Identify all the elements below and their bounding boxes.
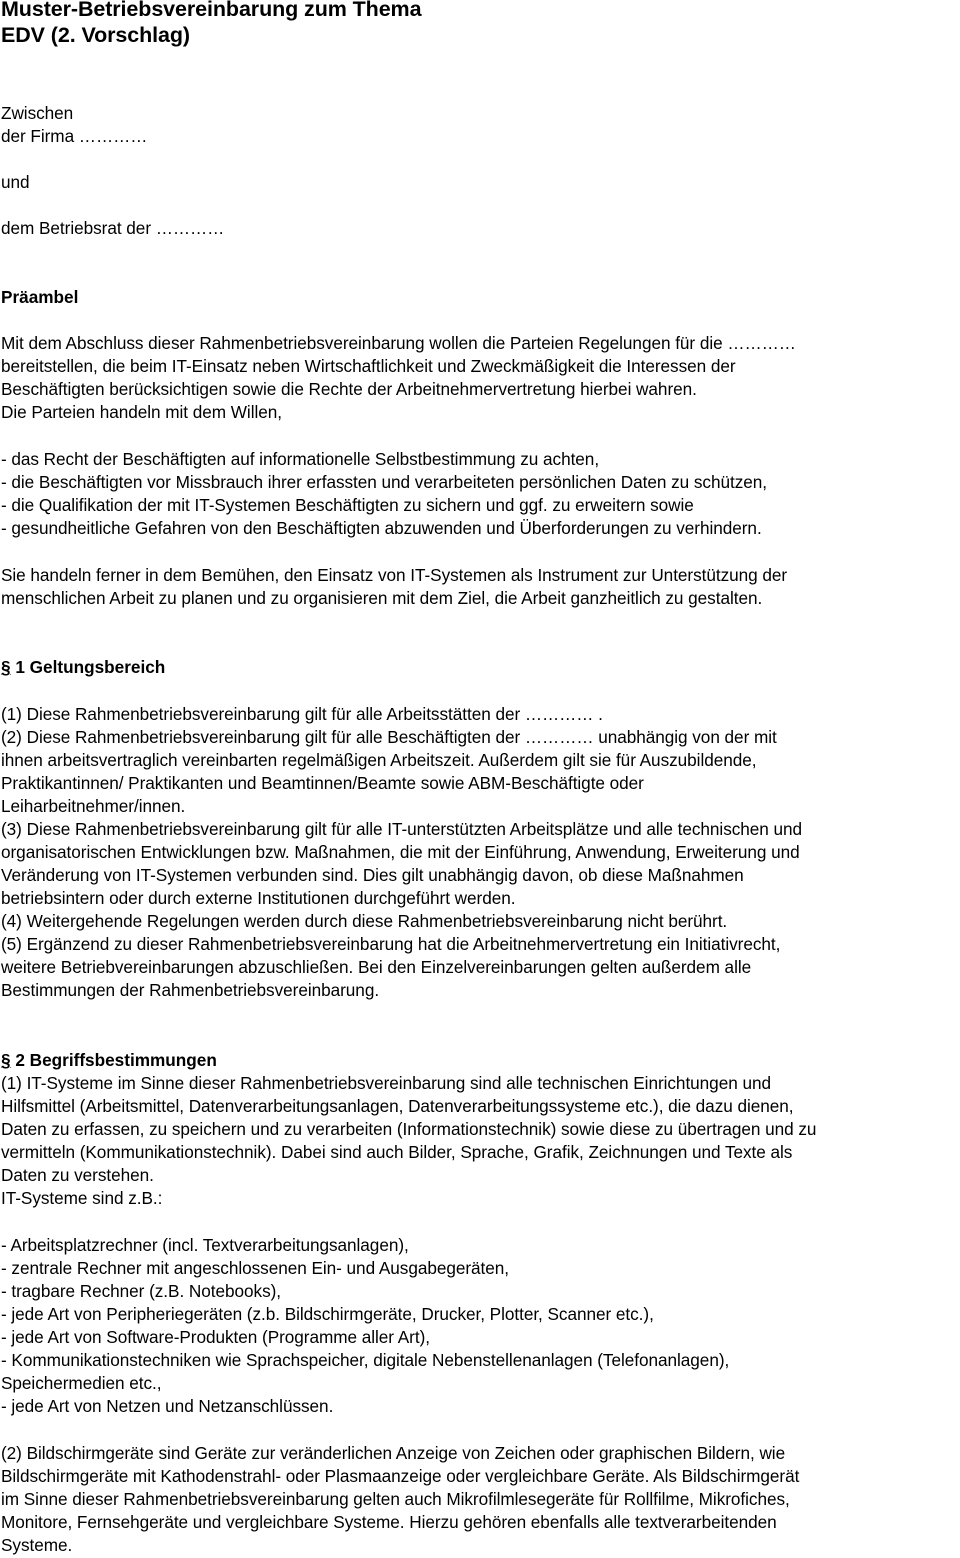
section-2-line: IT-Systeme sind z.B.: [1,1188,163,1208]
praeambel-line: bereitstellen, die beim IT-Einsatz neben Wirtschaftlichkeit und Zweckmäßigkeit die Interessen der [1,356,736,376]
section-1-line: Leiharbeitnehmer/innen. [1,796,186,816]
praeambel-closing-line: Sie handeln ferner in dem Bemühen, den Einsatz von IT-Systemen als Instrument zur Unterstützung der [1,565,788,585]
praeambel-bullet: - die Qualifikation der mit IT-Systemen Beschäftigten zu sichern und ggf. zu erweitern sowie [1,495,694,515]
section-1-heading [1,656,165,678]
section-1-line: weitere Betriebvereinbarungen abzuschließen. Bei den Einzelvereinbarungen gelten außerdem alle [1,957,752,977]
praeambel-bullet: - die Beschäftigten vor Missbrauch ihrer erfassten und verarbeiteten persönlichen Daten zu schützen, [1,472,767,492]
it-systems-list-item: - jede Art von Software-Produkten (Programme aller Art), [1,1327,430,1347]
it-systems-list-item: - jede Art von Netzen und Netzanschlüssen. [1,1396,334,1416]
section-1-line: Praktikantinnen/ Praktikanten und Beamtinnen/Beamte sowie ABM-Beschäftigte oder [1,773,644,793]
section-2-line: Daten zu verstehen. [1,1165,154,1185]
section-2-title: 2 Begriffsbestimmungen [10,1050,217,1070]
section-1-line: Veränderung von IT-Systemen verbunden sind. Dies gilt unabhängig davon, ob diese Maßnahmen [1,865,744,885]
it-systems-list-item: Speichermedien etc., [1,1373,162,1393]
section-2-para2-line: im Sinne dieser Rahmenbetriebsvereinbarung gelten auch Mikrofilmlesegeräte für Rollfilme, Mikrofiches, [1,1489,790,1509]
it-systems-list-item: - Kommunikationstechniken wie Sprachspeicher, digitale Nebenstellenanlagen (Telefonanlagen), [1,1350,730,1370]
section-2-para2-line: Monitore, Fernsehgeräte und vergleichbare Systeme. Hierzu gehören ebenfalls alle textverarbeitenden [1,1512,777,1532]
section-1-line: (1) Diese Rahmenbetriebsvereinbarung gilt für alle Arbeitsstätten der ………… . [1,704,603,724]
section-1-line: organisatorischen Entwicklungen bzw. Maßnahmen, die mit der Einführung, Anwendung, Erweiterung und [1,842,800,862]
section-1-line: ihnen arbeitsvertraglich vereinbarten regelmäßigen Arbeitszeit. Außerdem gilt sie für Auszubildende, [1,750,757,770]
parties-line: Zwischen [1,103,74,123]
praeambel-bullet: - das Recht der Beschäftigten auf informationelle Selbstbestimmung zu achten, [1,449,600,469]
it-systems-list-item: - zentrale Rechner mit angeschlossenen Ein- und Ausgabegeräten, [1,1258,510,1278]
it-systems-list-item: - Arbeitsplatzrechner (incl. Textverarbeitungsanlagen), [1,1235,409,1255]
section-2-line: (1) IT-Systeme im Sinne dieser Rahmenbetriebsvereinbarung sind alle technischen Einrichtungen und [1,1073,771,1093]
it-systems-list-item: - tragbare Rechner (z.B. Notebooks), [1,1281,282,1301]
document-title-line-2: EDV (2. Vorschlag) [1,23,190,47]
section-1-line: betriebsintern oder durch externe Institutionen durchgeführt werden. [1,888,516,908]
section-2-para2-line: Systeme. [1,1535,73,1555]
section-1-title: 1 Geltungsbereich [10,657,166,677]
praeambel-line: Mit dem Abschluss dieser Rahmenbetriebsvereinbarung wollen die Parteien Regelungen für die ………… [1,333,796,353]
praeambel-heading: Präambel [1,287,79,307]
parties-line: und [1,172,30,192]
section-2-line: Hilfsmittel (Arbeitsmittel, Datenverarbeitungsanlagen, Datenverarbeitungssysteme etc.), die dazu dienen, [1,1096,794,1116]
parties-line: der Firma ………… [1,126,148,146]
section-2-line: vermitteln (Kommunikationstechnik). Dabei sind auch Bilder, Sprache, Grafik, Zeichnungen und Texte als [1,1142,793,1162]
section-1-line: (4) Weitergehende Regelungen werden durch diese Rahmenbetriebsvereinbarung nicht berührt. [1,911,728,931]
section-1-line: (3) Diese Rahmenbetriebsvereinbarung gilt für alle IT-unterstützten Arbeitsplätze und alle technischen und [1,819,803,839]
section-2-heading [1,1049,217,1071]
it-systems-list-item: - jede Art von Peripheriegeräten (z.b. Bildschirmgeräte, Drucker, Plotter, Scanner etc.), [1,1304,654,1324]
parties-line: dem Betriebsrat der ………… [1,218,225,238]
praeambel-line: Beschäftigten berücksichtigen sowie die Rechte der Arbeitnehmervertretung hierbei wahren. [1,379,697,399]
section-1-line: (5) Ergänzend zu dieser Rahmenbetriebsvereinbarung hat die Arbeitnehmervertretung ein Initiativrecht, [1,934,781,954]
document-title-line-1: Muster-Betriebsvereinbarung zum Thema [1,0,422,21]
paragraph-symbol: § [1,1050,11,1070]
praeambel-closing-line: menschlichen Arbeit zu planen und zu organisieren mit dem Ziel, die Arbeit ganzheitlich zu gestalten. [1,588,763,608]
section-2-line: Daten zu erfassen, zu speichern und zu verarbeiten (Informationstechnik) sowie diese zu übertragen und zu [1,1119,817,1139]
section-1-line: Bestimmungen der Rahmenbetriebsvereinbarung. [1,980,380,1000]
praeambel-line: Die Parteien handeln mit dem Willen, [1,402,282,422]
section-2-para2-line: Bildschirmgeräte mit Kathodenstrahl- oder Plasmaanzeige oder vergleichbare Geräte. Als Bildschirmgerät [1,1466,800,1486]
section-1-line: (2) Diese Rahmenbetriebsvereinbarung gilt für alle Beschäftigten der ………… unabhängig von der mit [1,727,777,747]
paragraph-symbol: § [1,657,11,677]
section-2-para2-line: (2) Bildschirmgeräte sind Geräte zur veränderlichen Anzeige von Zeichen oder graphischen Bildern, wie [1,1443,786,1463]
praeambel-bullet: - gesundheitliche Gefahren von den Beschäftigten abzuwenden und Überforderungen zu verhindern. [1,518,762,538]
